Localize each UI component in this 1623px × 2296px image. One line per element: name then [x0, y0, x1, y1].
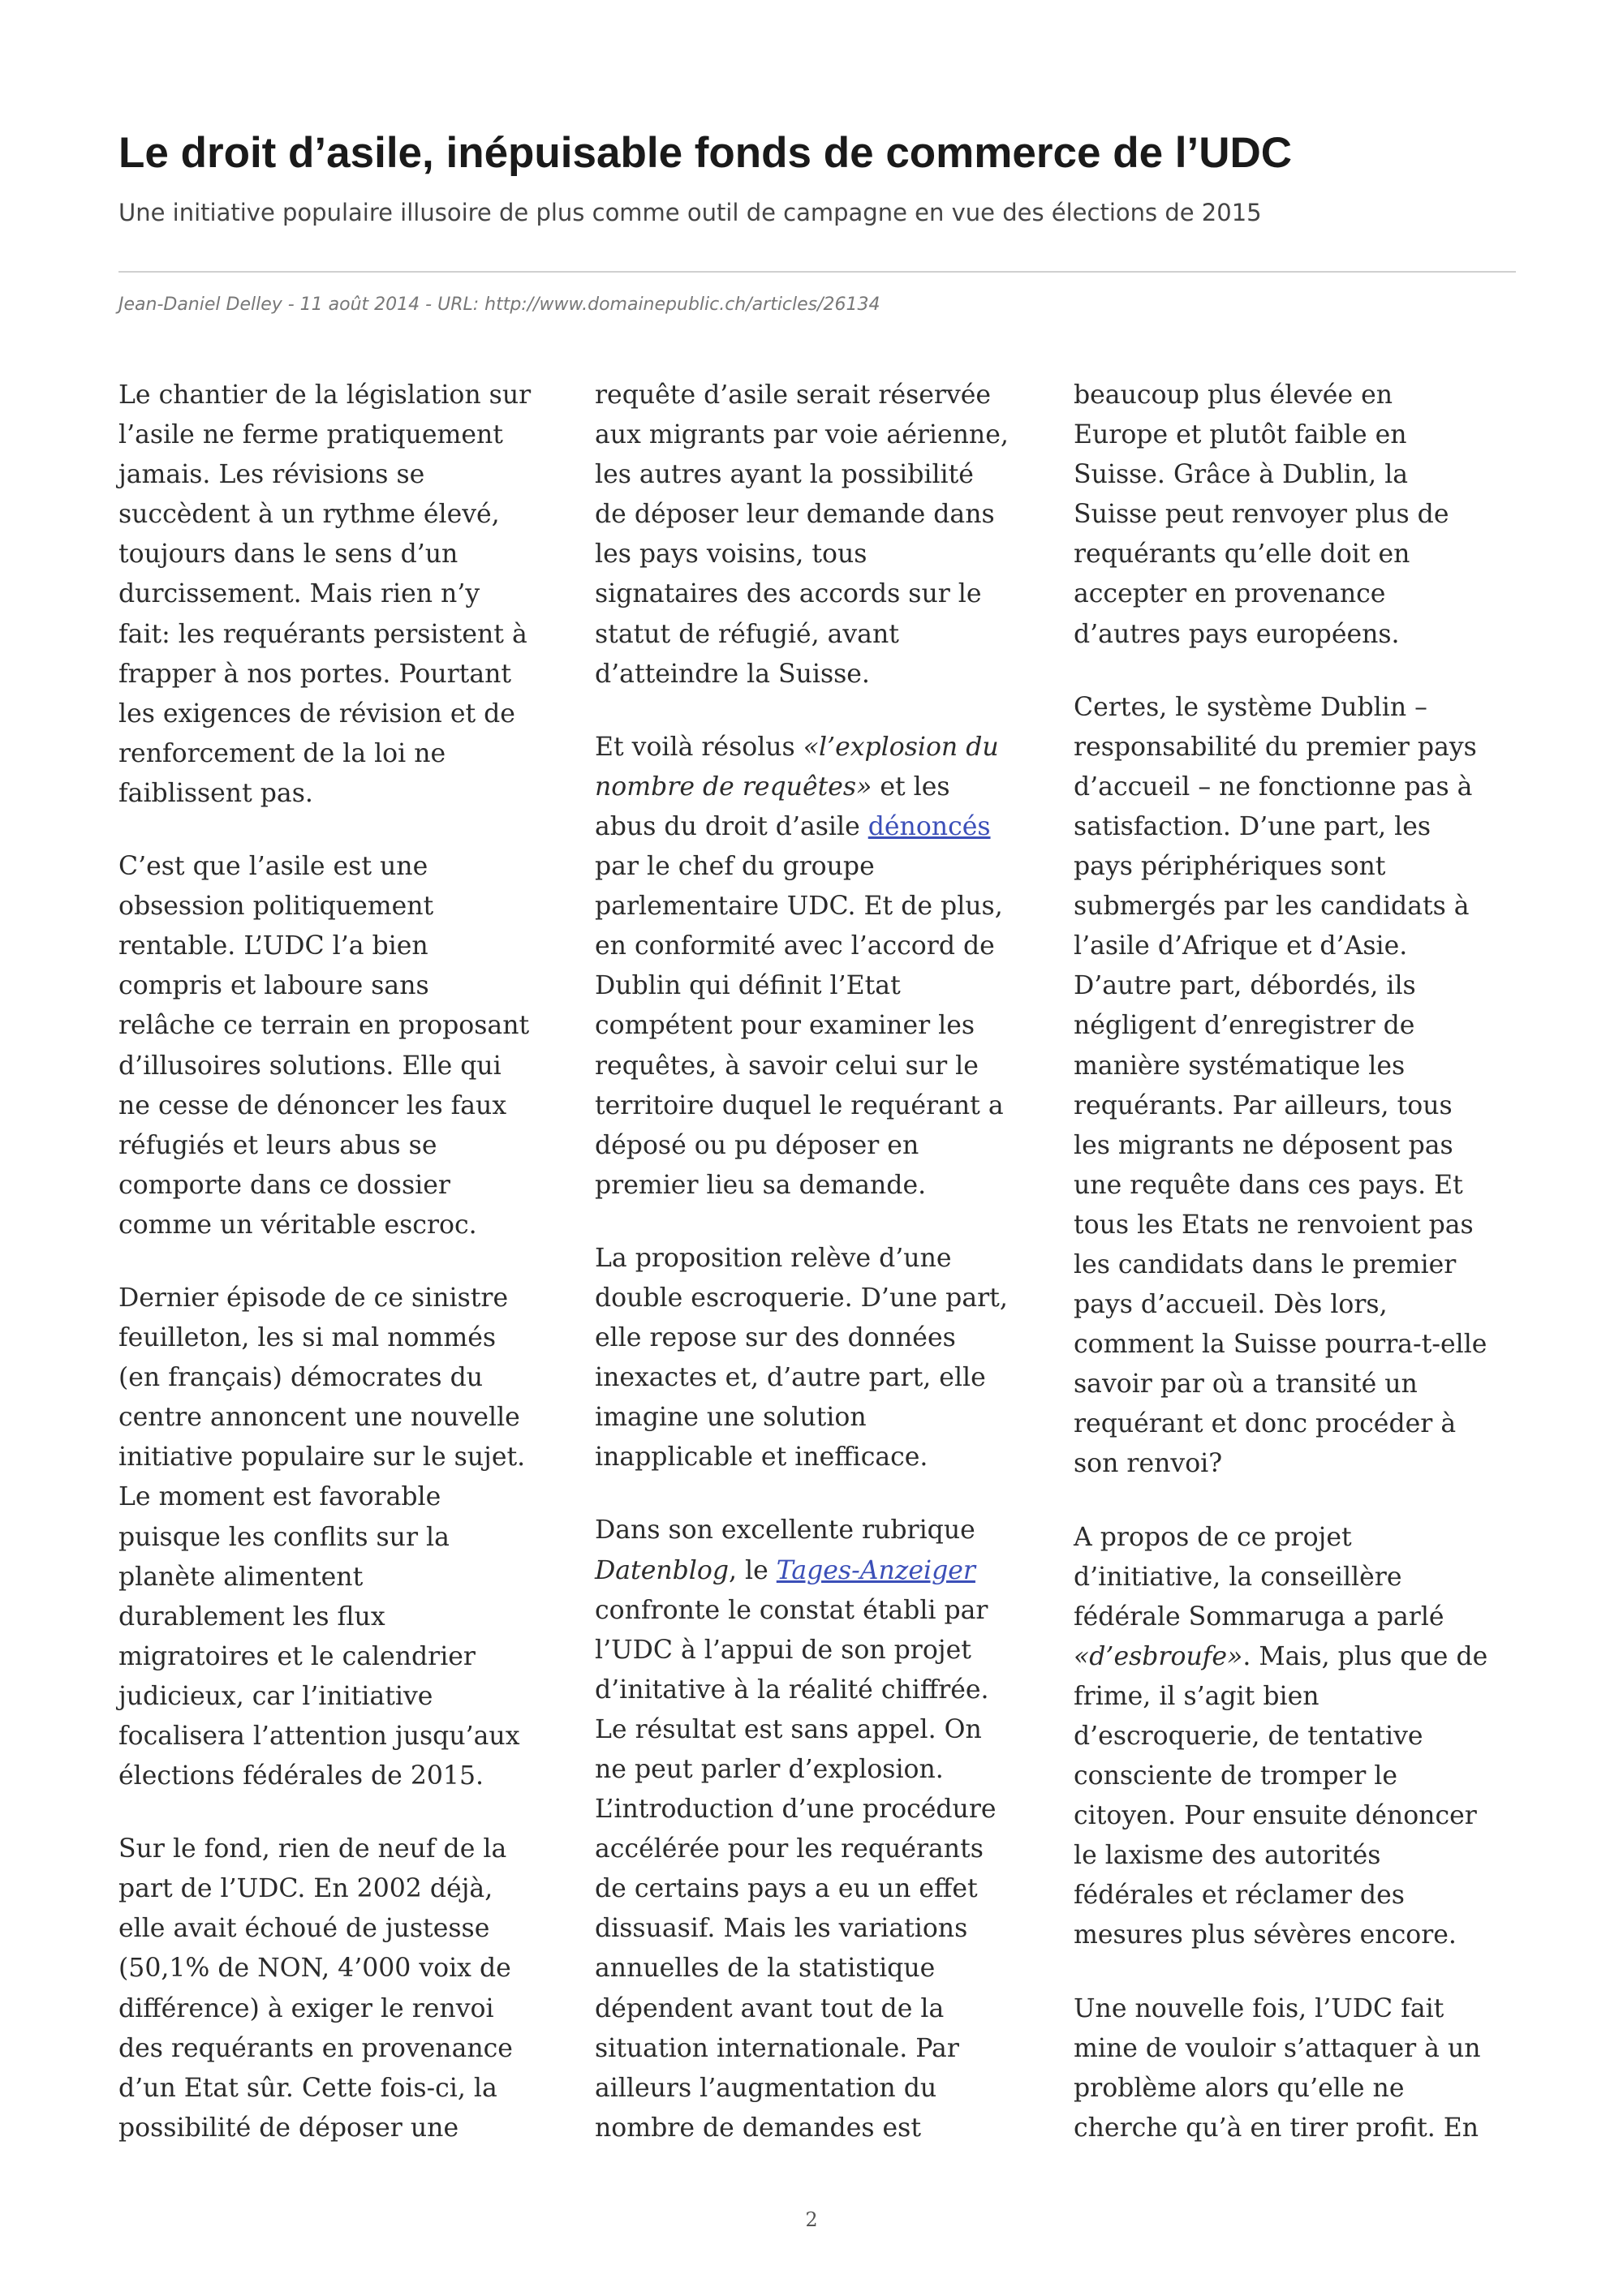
text-line: migratoires et le calendrier — [118, 1641, 476, 1671]
text-line: satisfaction. D’une part, les — [1074, 811, 1431, 841]
link-tages-anzeiger[interactable]: Tages-Anzeiger — [776, 1555, 975, 1585]
text-line: L’introduction d’une procédure — [595, 1795, 997, 1825]
paragraph — [595, 728, 1037, 1206]
text-line: ailleurs l’augmentation du — [595, 2073, 937, 2103]
text-line: fédérale Sommaruga a parlé — [1074, 1602, 1444, 1632]
text-line: inexactes et, d’autre part, elle — [595, 1363, 986, 1393]
text-line: Une nouvelle fois, l’UDC fait — [1074, 1993, 1444, 2023]
text-line: citoyen. Pour ensuite dénoncer — [1074, 1801, 1477, 1831]
text-column-3 — [1074, 376, 1516, 2182]
quote-text: «l’explosion du — [803, 732, 999, 762]
article-subtitle: Une initiative populaire illusoire de plus comme outil de campagne en vue des élections de 2015 — [118, 199, 1262, 226]
text-line: dissuasif. Mais les variations — [595, 1914, 968, 1944]
text-line: obsession politiquement — [118, 892, 434, 922]
text-line: statut de réfugié, avant — [595, 619, 899, 649]
text-line: durablement les flux — [118, 1602, 385, 1632]
text-line: puisque les conflits sur la — [118, 1522, 450, 1552]
paragraph — [118, 376, 561, 814]
text-line: double escroquerie. D’une part, — [595, 1283, 1008, 1313]
text-line: initiative populaire sur le sujet. — [118, 1443, 526, 1473]
text-line: Dublin qui définit l’Etat — [595, 971, 901, 1001]
text-line: d’un Etat sûr. Cette fois-ci, la — [118, 2073, 497, 2103]
paragraph — [1074, 688, 1516, 1485]
text-line: pays d’accueil. Dès lors, — [1074, 1290, 1388, 1320]
text-column-1 — [118, 376, 561, 2182]
text-line: Suisse peut renvoyer plus de — [1074, 500, 1449, 530]
text-line: Dernier épisode de ce sinistre — [118, 1283, 509, 1313]
text-line: succèdent à un rythme élevé, — [118, 500, 500, 530]
text-line: inapplicable et inefficace. — [595, 1443, 928, 1473]
text-line: savoir par où a transité un — [1074, 1369, 1418, 1400]
text-line: de déposer leur demande dans — [595, 500, 995, 530]
paragraph — [118, 1279, 561, 1796]
text-line: d’escroquerie, de tentative — [1074, 1722, 1423, 1751]
text-line: les candidats dans le premier — [1074, 1249, 1457, 1279]
text-line: planète alimentent — [118, 1562, 364, 1592]
text-line: l’UDC à l’appui de son projet — [595, 1635, 971, 1665]
text-line: D’autre part, débordés, ils — [1074, 971, 1416, 1001]
text-line: différence) à exiger le renvoi — [118, 1993, 494, 2023]
text-line: beaucoup plus élevée en — [1074, 381, 1393, 410]
text-line: déposé ou pu déposer en — [595, 1130, 919, 1160]
text-line: manière systématique les — [1074, 1051, 1406, 1081]
text-line: parlementaire UDC. Et de plus, — [595, 892, 1003, 922]
quote-text: nombre de requêtes» — [595, 772, 872, 802]
paragraph — [595, 376, 1037, 694]
text-line: son renvoi? — [1074, 1449, 1223, 1479]
text-line: responsabilité du premier pays — [1074, 732, 1477, 762]
text-line: requêtes, à savoir celui sur le — [595, 1051, 979, 1081]
text-line: ne peut parler d’explosion. — [595, 1755, 944, 1784]
article-title: Le droit d’asile, inépuisable fonds de commerce de l’UDC — [118, 129, 1293, 177]
text-line: comme un véritable escroc. — [118, 1210, 477, 1240]
text-line: élections fédérales de 2015. — [118, 1761, 484, 1791]
text-line: Dans son excellente rubrique — [595, 1516, 975, 1546]
text-line: toujours dans le sens d’un — [118, 540, 458, 570]
text-line: pays périphériques sont — [1074, 852, 1386, 882]
text-line: Suisse. Grâce à Dublin, la — [1074, 460, 1409, 490]
page-number: 2 — [805, 2208, 818, 2231]
text-line: jamais. Les révisions se — [118, 460, 425, 490]
text-line: Europe et plutôt faible en — [1074, 420, 1407, 450]
text-line: Et voilà résolus «l’explosion du — [595, 732, 999, 762]
text-line: d’autres pays européens. — [1074, 619, 1400, 649]
text-line: requérant et donc procéder à — [1074, 1409, 1457, 1439]
text-line: La proposition relève d’une — [595, 1243, 952, 1273]
text-line: comporte dans ce dossier — [118, 1170, 450, 1200]
text-line: Le résultat est sans appel. On — [595, 1714, 982, 1744]
text-line: possibilité de déposer une — [118, 2113, 459, 2143]
text-line: mine de vouloir s’attaquer à un — [1074, 2033, 1481, 2063]
text-line: les autres ayant la possibilité — [595, 460, 974, 490]
text-line: requête d’asile serait réservée — [595, 381, 992, 410]
text-line: abus du droit d’asile dénoncés — [595, 811, 991, 841]
text-line: cherche qu’à en tirer profit. En — [1074, 2113, 1479, 2143]
text-line: mesures plus sévères encore. — [1074, 1920, 1457, 1950]
text-line: Datenblog, le Tages-Anzeiger — [595, 1555, 975, 1585]
text-line: territoire duquel le requérant a — [595, 1090, 1004, 1120]
text-line: les pays voisins, tous — [595, 540, 867, 570]
text-line: dépendent avant tout de la — [595, 1993, 945, 2023]
paragraph — [118, 1829, 561, 2148]
text-line: renforcement de la loi ne — [118, 738, 446, 768]
text-line: elle repose sur des données — [595, 1323, 956, 1353]
text-line: le laxisme des autorités — [1074, 1841, 1381, 1871]
text-line: elle avait échoué de justesse — [118, 1914, 490, 1944]
text-line: une requête dans ces pays. Et — [1074, 1170, 1463, 1200]
link-denonces[interactable]: dénoncés — [867, 811, 991, 841]
paragraph — [1074, 376, 1516, 655]
text-line: durcissement. Mais rien n’y — [118, 579, 480, 609]
text-line: Le chantier de la législation sur — [118, 381, 532, 410]
text-line: fédérales et réclamer des — [1074, 1881, 1405, 1911]
text-line: Sur le fond, rien de neuf de la — [118, 1834, 507, 1864]
text-line: négligent d’enregistrer de — [1074, 1011, 1415, 1041]
text-line: les migrants ne déposent pas — [1074, 1130, 1453, 1160]
text-line: requérants. Par ailleurs, tous — [1074, 1090, 1453, 1120]
text-line: annuelles de la statistique — [595, 1954, 936, 1984]
text-line: rentable. L’UDC l’a bien — [118, 931, 428, 961]
text-line: frapper à nos portes. Pourtant — [118, 659, 512, 689]
paragraph — [595, 1239, 1037, 1478]
text-line: nombre de demandes est — [595, 2113, 922, 2143]
text-line: les exigences de révision et de — [118, 699, 515, 729]
text-line: C’est que l’asile est une — [118, 852, 428, 882]
text-line: relâche ce terrain en proposant — [118, 1011, 530, 1041]
text-line: faiblissent pas. — [118, 778, 313, 808]
text-line: signataires des accords sur le — [595, 579, 982, 609]
text-line: imagine une solution — [595, 1403, 867, 1433]
text-line: en conformité avec l’accord de — [595, 931, 995, 961]
text-line: centre annoncent une nouvelle — [118, 1403, 520, 1433]
text-line: part de l’UDC. En 2002 déjà, — [118, 1874, 493, 1904]
text-line: focalisera l’attention jusqu’aux — [118, 1722, 520, 1751]
text-line: d’initative à la réalité chiffrée. — [595, 1675, 989, 1705]
text-line: Le moment est favorable — [118, 1482, 441, 1512]
text-line: compétent pour examiner les — [595, 1011, 975, 1041]
text-line: tous les Etats ne renvoient pas — [1074, 1210, 1474, 1240]
text-line: nombre de requêtes» et les — [595, 772, 950, 802]
text-line: d’accueil – ne fonctionne pas à — [1074, 772, 1473, 802]
text-line: «d’esbroufe». Mais, plus que de — [1074, 1641, 1488, 1671]
text-line: des requérants en provenance — [118, 2033, 513, 2063]
paragraph — [1074, 1518, 1516, 1956]
text-line: (50,1% de NON, 4’000 voix de — [118, 1954, 511, 1984]
text-line: submergés par les candidats à — [1074, 892, 1470, 922]
text-line: fait: les requérants persistent à — [118, 619, 527, 649]
text-column-2 — [595, 376, 1037, 2182]
text-line: feuilleton, les si mal nommés — [118, 1323, 497, 1353]
text-line: d’initiative, la conseillère — [1074, 1562, 1402, 1592]
text-line: accélérée pour les requérants — [595, 1834, 984, 1864]
text-line: d’illusoires solutions. Elle qui — [118, 1051, 502, 1081]
article-byline: Jean-Daniel Delley - 11 août 2014 - URL: http://www.domainepublic.ch/articles/26134 — [118, 295, 880, 315]
text-line: l’asile ne ferme pratiquement — [118, 420, 503, 450]
text-line: de certains pays a eu un effet — [595, 1874, 978, 1904]
text-line: judicieux, car l’initiative — [118, 1681, 433, 1711]
text-line: par le chef du groupe — [595, 852, 875, 882]
quote-text: «d’esbroufe» — [1074, 1641, 1243, 1671]
text-line: ne cesse de dénoncer les faux — [118, 1090, 507, 1120]
paragraph — [595, 1511, 1037, 2148]
text-line: réfugiés et leurs abus se — [118, 1130, 437, 1160]
text-line: A propos de ce projet — [1074, 1522, 1352, 1552]
header-divider — [118, 271, 1516, 273]
text-line: consciente de tromper le — [1074, 1761, 1397, 1791]
text-line: problème alors qu’elle ne — [1074, 2073, 1405, 2103]
text-line: confronte le constat établi par — [595, 1595, 988, 1625]
rubric-name: Datenblog — [595, 1555, 729, 1585]
text-line: l’asile d’Afrique et d’Asie. — [1074, 931, 1408, 961]
text-line: d’atteindre la Suisse. — [595, 659, 870, 689]
text-line: Certes, le système Dublin – — [1074, 692, 1427, 722]
text-line: compris et laboure sans — [118, 971, 429, 1001]
text-line: frime, il s’agit bien — [1074, 1681, 1319, 1711]
text-line: comment la Suisse pourra-t-elle — [1074, 1330, 1487, 1360]
text-line: premier lieu sa demande. — [595, 1170, 927, 1200]
text-line: aux migrants par voie aérienne, — [595, 420, 1009, 450]
paragraph — [118, 847, 561, 1245]
text-line: situation internationale. Par — [595, 2033, 959, 2063]
text-line: requérants qu’elle doit en — [1074, 540, 1410, 570]
text-line: (en français) démocrates du — [118, 1363, 484, 1393]
paragraph — [1074, 1989, 1516, 2148]
text-line: accepter en provenance — [1074, 579, 1386, 609]
